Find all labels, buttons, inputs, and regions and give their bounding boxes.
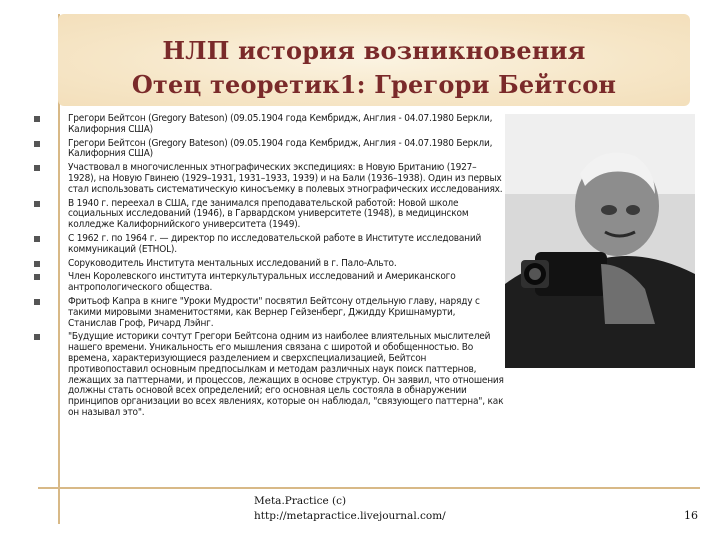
footer-url[interactable]: http://metapractice.livejournal.com/ <box>254 510 446 522</box>
bullet-text: Грегори Бейтсон (Gregory Bateson) (09.05.1904 года Кембридж, Англия - 04.07.1980 Беркли, Калифорния США) <box>68 113 493 135</box>
bullet-item <box>34 332 504 418</box>
bullet-item <box>34 139 504 161</box>
slide-title: НЛП история возникновения <box>162 36 586 65</box>
bullet-text: Участвовал в многочисленных этнографических экспедициях: в Новую Британию (1927–1928), на Новую Гвинею (1929–1931, 1931–1933, 1939) и на Бали (1936–1938). Один из первых стал использовать систематическую киносъемку в полевых этнографических исследованиях. <box>68 162 503 195</box>
bullet-text: Грегори Бейтсон (Gregory Bateson) (09.05.1904 года Кембридж, Англия - 04.07.1980 Беркли, Калифорния США) <box>68 137 493 160</box>
bullet-text: В 1940 г. переехал в США, где занимался преподавательской работой: Новой школе социальных исследований (1946), в Гарвардском университете (1948), в медицинском колледже Калифорнийского университета (1949). <box>68 197 469 231</box>
square-bullet-icon <box>34 141 40 147</box>
bullet-item <box>34 234 504 256</box>
square-bullet-icon <box>34 165 40 171</box>
bullet-text: "Будущие историки сочтут Грегори Бейтсона одним из наиболее влиятельных мыслителей нашего времени. Уникальность его мышления связана с широтой и обобщенностью. Во времена, характеризующиеся разделением и сверхспециализацией, Бейтсон противопоставил основным предпосылкам и методам различных наук поиск паттернов, лежащих за паттернами, и процессов, лежащих в основе структур. Он заявил, что отношения должны стать основой всех определений; его основная цель состояла в обнаружении принципов организации во всех явлениях, которые он наблюдал, "связующего паттерна", как он называл это". <box>68 331 504 418</box>
bullet-item <box>34 297 504 329</box>
bullet-item <box>34 259 504 270</box>
title-banner <box>58 14 690 106</box>
square-bullet-icon <box>34 116 40 122</box>
page-number: 16 <box>684 509 698 522</box>
bullet-text: Фритьоф Капра в книге "Уроки Мудрости" посвятил Бейтсону отдельную главу, наряду с такими мировыми знаменитостями, как Вернер Гейзенберг, Джидду Кришнамурти, Станислав Гроф, Ричард Лэйнг. <box>68 295 480 329</box>
square-bullet-icon <box>34 201 40 207</box>
bullet-item <box>34 199 504 231</box>
portrait-photo <box>505 114 695 368</box>
bullet-item <box>34 272 504 294</box>
slide-subtitle: Отец теоретик1: Грегори Бейтсон <box>131 70 617 99</box>
bullet-item <box>34 163 504 195</box>
square-bullet-icon <box>34 236 40 242</box>
square-bullet-icon <box>34 261 40 267</box>
bullet-text: Член Королевского института интеркультуральных исследований и Американского антропологического общества. <box>68 271 456 294</box>
bullet-item <box>34 114 504 136</box>
bullet-text: Соруководитель Института ментальных исследований в г. Пало-Альто. <box>68 257 397 269</box>
footer-rule <box>38 487 700 489</box>
square-bullet-icon <box>34 334 40 340</box>
square-bullet-icon <box>34 274 40 280</box>
footer-credit <box>254 494 446 524</box>
square-bullet-icon <box>34 299 40 305</box>
footer-copyright: Meta.Practice (c) <box>254 495 347 507</box>
bullet-list <box>34 114 504 422</box>
bullet-text: С 1962 г. по 1964 г. — директор по исследовательской работе в Институте исследований коммуникаций (ETHOL). <box>68 232 482 255</box>
photographer-with-camera-image <box>505 114 695 368</box>
